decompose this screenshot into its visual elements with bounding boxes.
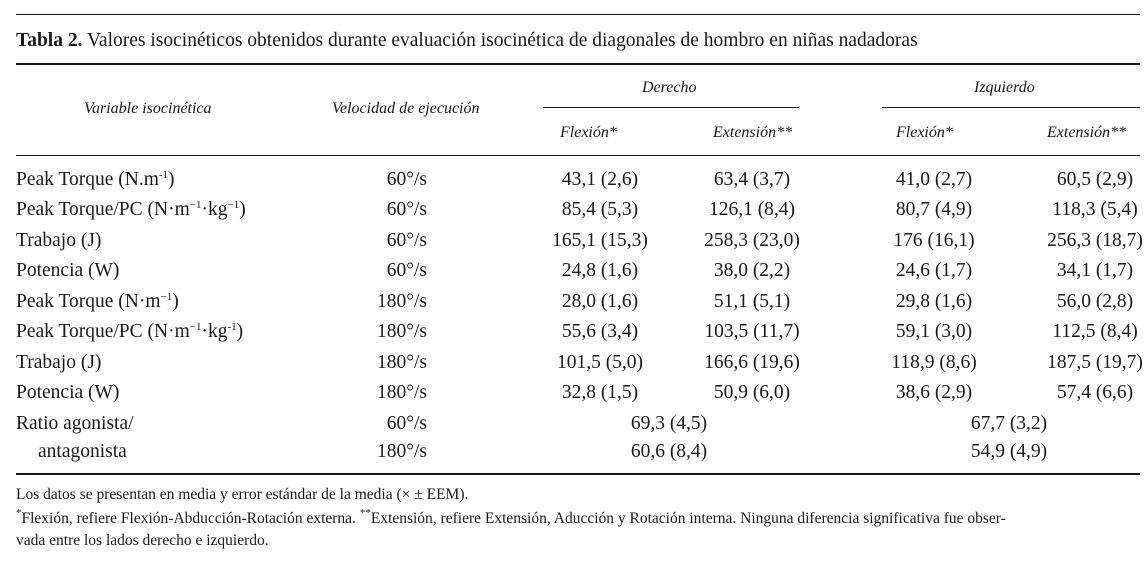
ratio-derecho-180: 60,6 (8,4): [630, 441, 708, 462]
header-variable: Variable isocinética: [84, 100, 212, 117]
cell-izquierdo-flexion: 59,1 (3,0): [895, 321, 973, 342]
cell-izquierdo-extension: 56,0 (2,8): [1056, 291, 1134, 312]
header-derecho-extension: Extensión**: [713, 124, 793, 141]
cell-derecho-flexion: 24,8 (1,6): [561, 260, 639, 281]
cell-velocidad: 60°/s: [386, 169, 427, 190]
cell-velocidad: 180°/s: [376, 382, 427, 403]
cell-velocidad: 60°/s: [386, 260, 427, 281]
cell-izquierdo-flexion: 29,8 (1,6): [895, 291, 973, 312]
header-rule: [16, 155, 1140, 156]
ratio-velocidad-180: 180°/s: [376, 441, 427, 462]
header-velocidad: Velocidad de ejecución: [332, 100, 480, 117]
table-title-text: Valores isocinéticos obtenidos durante evaluación isocinética de diagonales de hombro en niñas nadadoras: [87, 30, 918, 51]
cell-izquierdo-extension: 118,3 (5,4): [1052, 199, 1138, 220]
cell-izquierdo-flexion: 80,7 (4,9): [895, 199, 973, 220]
header-derecho-flexion: Flexión*: [560, 124, 617, 141]
cell-izquierdo-extension: 187,5 (19,7): [1047, 352, 1143, 373]
cell-izquierdo-extension: 60,5 (2,9): [1056, 169, 1134, 190]
ratio-label-line1: Ratio agonista/: [16, 413, 134, 434]
cell-izquierdo-extension: 112,5 (8,4): [1052, 321, 1138, 342]
cell-derecho-extension: 103,5 (11,7): [704, 321, 800, 342]
cell-izquierdo-flexion: 118,9 (8,6): [891, 352, 977, 373]
cell-derecho-extension: 166,6 (19,6): [704, 352, 800, 373]
cell-izquierdo-extension: 256,3 (18,7): [1047, 230, 1143, 251]
cell-derecho-flexion: 55,6 (3,4): [561, 321, 639, 342]
cell-velocidad: 180°/s: [376, 352, 427, 373]
cell-variable: Peak Torque/PC $(N\cdot m^{-1}\cdot kg^{-1})$: [16, 321, 244, 342]
ratio-derecho-60: 69,3 (4,5): [630, 413, 708, 434]
cell-variable: Peak Torque $(N\cdot m^{-1})$: [16, 291, 179, 312]
cell-izquierdo-flexion: 176 (16,1): [893, 230, 975, 251]
cell-velocidad: 180°/s: [376, 321, 427, 342]
table-title-label: Tabla 2.: [16, 30, 83, 51]
cell-derecho-flexion: 43,1 (2,6): [561, 169, 639, 190]
cell-derecho-flexion: 165,1 (15,3): [552, 230, 648, 251]
cell-derecho-extension: 50,9 (6,0): [713, 382, 791, 403]
izquierdo-rule: [882, 107, 1140, 108]
header-izquierdo-flexion: Flexión*: [896, 124, 953, 141]
header-izquierdo-extension: Extensión**: [1047, 124, 1127, 141]
cell-derecho-flexion: 101,5 (5,0): [556, 352, 644, 373]
cell-derecho-extension: 51,1 (5,1): [713, 291, 791, 312]
cell-derecho-extension: 258,3 (23,0): [704, 230, 800, 251]
cell-izquierdo-extension: 34,1 (1,7): [1056, 260, 1134, 281]
ratio-velocidad-60: 60°/s: [386, 413, 427, 434]
header-derecho: Derecho: [642, 79, 697, 96]
cell-velocidad: 60°/s: [386, 199, 427, 220]
cell-derecho-flexion: 85,4 (5,3): [561, 199, 639, 220]
cell-izquierdo-flexion: 24,6 (1,7): [895, 260, 973, 281]
cell-derecho-extension: 126,1 (8,4): [708, 199, 796, 220]
cell-derecho-extension: 38,0 (2,2): [713, 260, 791, 281]
cell-izquierdo-flexion: 38,6 (2,9): [895, 382, 973, 403]
ratio-izquierdo-180: 54,9 (4,9): [970, 441, 1048, 462]
cell-izquierdo-flexion: 41,0 (2,7): [895, 169, 973, 190]
cell-derecho-flexion: 28,0 (1,6): [561, 291, 639, 312]
top-rule: [16, 14, 1140, 15]
cell-variable: Trabajo (J): [16, 352, 102, 373]
ratio-izquierdo-60: 67,7 (3,2): [970, 413, 1048, 434]
cell-izquierdo-extension: 57,4 (6,6): [1056, 382, 1134, 403]
cell-variable: Peak Torque $(N.m^{-1})$: [16, 169, 175, 190]
footnote-line2: *Flexión, refiere Flexión-Abducción-Rotación externa. **Extensión, refiere Extensión, Aducción y Rotación interna. Ninguna diferencia significativa fue obser-: [16, 507, 1006, 527]
cell-derecho-flexion: 32,8 (1,5): [561, 382, 639, 403]
derecho-rule: [543, 107, 799, 108]
cell-variable: Trabajo (J): [16, 230, 102, 251]
footnote-line1: Los datos se presentan en media y error estándar de la media (× ± EEM).: [16, 486, 469, 503]
cell-velocidad: 180°/s: [376, 291, 427, 312]
cell-velocidad: 60°/s: [386, 230, 427, 251]
cell-variable: Potencia (W): [16, 382, 120, 403]
footnote-line3: vada entre los lados derecho e izquierdo.: [16, 532, 269, 549]
cell-derecho-extension: 63,4 (3,7): [713, 169, 791, 190]
bottom-rule: [16, 473, 1140, 475]
table-title: [16, 30, 918, 52]
cell-variable: Potencia (W): [16, 260, 120, 281]
header-izquierdo: Izquierdo: [974, 79, 1035, 96]
ratio-label-line2: antagonista: [38, 441, 127, 462]
cell-variable: Peak Torque/PC $(N\cdot m^{-1}\cdot kg^{-1})$: [16, 199, 246, 220]
title-rule: [16, 63, 1140, 65]
